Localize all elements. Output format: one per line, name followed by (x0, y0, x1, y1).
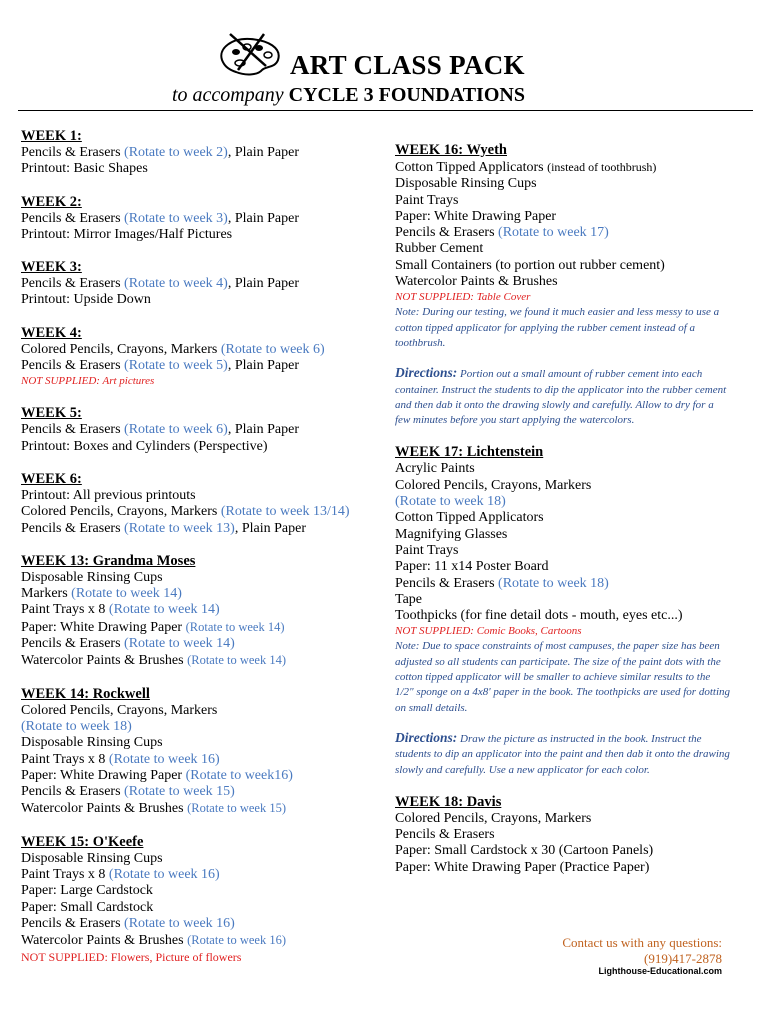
supply-line: Paper: 11 x14 Poster Board (395, 559, 549, 575)
supply-line: Watercolor Paints & Brushes (395, 274, 558, 290)
supply-item: Pencils & Erasers (21, 422, 125, 438)
supply-aside: (instead of toothbrush) (547, 160, 657, 174)
week-heading: WEEK 13: Grandma Moses (21, 552, 196, 569)
supply-line: Disposable Rinsing Cups (21, 735, 163, 751)
website-link[interactable]: Lighthouse-Educational.com (598, 966, 722, 976)
supply-item: Pencils & Erasers (21, 915, 125, 931)
supply-line (21, 586, 376, 602)
supply-line (21, 602, 376, 618)
rotate-note: (Rotate to week 18) (395, 494, 506, 510)
supply-line (21, 932, 376, 949)
rotate-note: (Rotate to week 14) (187, 653, 287, 668)
week-18-section (395, 794, 730, 876)
subtitle-bold: CYCLE 3 FOUNDATIONS (288, 84, 525, 106)
week-heading: WEEK 17: Lichtenstein (395, 444, 544, 461)
supply-line (21, 422, 376, 438)
supply-item: Pencils & Erasers (21, 358, 125, 374)
supply-line: Cotton Tipped Applicators (395, 510, 544, 526)
supply-item: Pencils & Erasers (21, 520, 125, 536)
rotate-note: (Rotate to week 14) (71, 586, 182, 602)
supply-line (21, 800, 376, 817)
page-subtitle (172, 84, 525, 107)
supply-line (21, 652, 376, 669)
supply-line (21, 867, 376, 883)
supply-line (21, 358, 376, 374)
supply-item: Pencils & Erasers (395, 575, 499, 591)
supply-item: Markers (21, 586, 72, 602)
rotate-note: (Rotate to week 5) (124, 358, 228, 374)
supply-item: Paint Trays x 8 (21, 602, 109, 618)
supply-line: Toothpicks (for fine detail dots - mouth, eyes etc...) (395, 608, 683, 624)
directions-label: Directions: (395, 365, 458, 381)
rotate-note: (Rotate to week 2) (124, 145, 228, 160)
supply-line: Paint Trays (395, 542, 459, 558)
rotate-note: (Rotate to week 6) (124, 422, 228, 438)
supply-line (21, 619, 376, 636)
rotate-note: (Rotate to week 15) (124, 784, 235, 800)
not-supplied-note: NOT SUPPLIED: Comic Books, Cartoons (395, 625, 582, 638)
week-4-section (21, 325, 376, 390)
rotate-note: (Rotate to week 14) (124, 636, 235, 652)
week-heading: WEEK 3: (21, 259, 82, 276)
phone-number: (919)417-2878 (644, 950, 722, 966)
supply-line (21, 784, 376, 800)
supply-line: Acrylic Paints (395, 461, 475, 477)
supply-item: , Plain Paper (227, 210, 299, 226)
supply-line (21, 276, 376, 292)
supply-line: Colored Pencils, Crayons, Markers (21, 702, 218, 718)
supply-line: Colored Pencils, Crayons, Markers (395, 810, 592, 826)
supply-line (21, 636, 376, 652)
supply-item: Colored Pencils, Crayons, Markers (21, 504, 221, 520)
supply-item: Pencils & Erasers (395, 225, 499, 241)
supply-line (21, 768, 376, 784)
week-heading: WEEK 1: (21, 128, 82, 144)
supply-line (21, 752, 376, 768)
supply-item: , Plain Paper (234, 520, 306, 536)
supply-line: Paper: White Drawing Paper (Practice Paper) (395, 859, 650, 875)
supply-line (395, 576, 730, 592)
week-6-section (21, 471, 376, 537)
rotate-note: (Rotate to week 16) (108, 751, 220, 767)
week-heading: WEEK 2: (21, 193, 82, 210)
supply-line: Small Containers (to portion out rubber cement) (395, 257, 665, 273)
rotate-note: (Rotate to week 14) (108, 602, 220, 618)
directions-text: Portion out a small amount of rubber cement into each container. Instruct the students to dip the applicator into the rubber cement and then dab it onto the drawing slowly and carefully. Allow to dry for a few minutes before you start applying the watercolors. (395, 368, 727, 427)
supply-line (21, 145, 376, 161)
week-5-section (21, 405, 376, 455)
paper-size-note: Note: Due to space constraints of most campuses, the paper size has been adjusted so all students can participate. The size of the paint dots with the cotton tipped applicator will be smaller to achieve similar results to the 1/2" sponge on a 4x8' paper in the book. The toothpicks are used for dotting on small details. (395, 640, 731, 714)
supply-line: Printout: Upside Down (21, 292, 151, 308)
week-17-section (395, 444, 730, 777)
supply-item: , Plain Paper (227, 145, 299, 160)
not-supplied-note: NOT SUPPLIED: Flowers, Picture of flowers (21, 949, 242, 964)
week-heading: WEEK 18: Davis (395, 793, 502, 810)
supply-item: Cotton Tipped Applicators (395, 160, 548, 175)
not-supplied-note: NOT SUPPLIED: Table Cover (395, 291, 531, 304)
rotate-note: (Rotate to week 18) (21, 718, 132, 734)
subtitle-italic: to accompany (172, 84, 284, 106)
week-15-section (21, 834, 376, 965)
supply-line: Paper: Large Cardstock (21, 883, 153, 899)
page-title: ART CLASS PACK (290, 50, 525, 80)
supply-item: Watercolor Paints & Brushes (21, 653, 188, 669)
rotate-note: (Rotate to week 13/14) (220, 504, 350, 520)
supply-line: Paper: Small Cardstock (21, 899, 154, 915)
supply-item: Watercolor Paints & Brushes (21, 933, 188, 949)
supply-item: , Plain Paper (227, 276, 299, 292)
rotate-note: (Rotate to week 6) (220, 341, 325, 357)
supply-item: Paint Trays x 8 (21, 867, 109, 883)
supply-line: Paper: Small Cardstock x 30 (Cartoon Panels) (395, 843, 654, 859)
supply-item: Paper: White Drawing Paper (21, 619, 186, 635)
week-14-section (21, 686, 376, 818)
week-heading: WEEK 14: Rockwell (21, 685, 150, 702)
week-2-section (21, 194, 376, 244)
contact-block (562, 935, 722, 966)
week-16-section (395, 142, 730, 428)
header (0, 0, 768, 112)
rotate-note: (Rotate to week 17) (498, 225, 609, 241)
week-heading: WEEK 4: (21, 324, 82, 341)
rotate-note: (Rotate to week 15) (187, 801, 287, 816)
contact-text: Contact us with any questions: (562, 935, 722, 950)
rotate-note: (Rotate to week 13) (124, 520, 235, 536)
supply-item: Watercolor Paints & Brushes (21, 801, 188, 817)
header-divider (18, 110, 753, 111)
supply-line: Colored Pencils, Crayons, Markers (395, 477, 592, 493)
supply-line (21, 916, 376, 932)
left-column (21, 128, 376, 981)
supply-line: Disposable Rinsing Cups (395, 176, 537, 192)
supply-item: Pencils & Erasers (21, 145, 125, 160)
rotate-note: (Rotate to week 16) (187, 933, 287, 948)
rotate-note: (Rotate to week 14) (185, 619, 285, 634)
supply-line: Printout: Basic Shapes (21, 161, 148, 177)
testing-note: Note: During our testing, we found it much easier and less messy to use a cotton tipped applicator for applying the rubber cement instead of a toothbrush. (395, 306, 720, 349)
week-1-section (21, 128, 376, 178)
directions-block (395, 730, 730, 778)
supply-line (21, 211, 376, 227)
week-13-section (21, 553, 376, 670)
supply-line: Printout: All previous printouts (21, 487, 196, 503)
supply-line: Paint Trays (395, 192, 459, 208)
supply-line: Tape (395, 591, 423, 607)
directions-label: Directions: (395, 729, 458, 745)
supply-line (395, 225, 730, 241)
week-heading: WEEK 6: (21, 470, 82, 487)
supply-line: Disposable Rinsing Cups (21, 569, 163, 585)
week-heading: WEEK 16: Wyeth (395, 142, 507, 158)
directions-text: Draw the picture as instructed in the book. Instruct the students to dip an applicator into the paint and then dab it onto the drawing slowly and carefully. Use a new applicator for each color. (395, 732, 730, 776)
right-column (395, 142, 730, 892)
supply-line: Pencils & Erasers (395, 827, 495, 843)
supply-item: Paper: White Drawing Paper (21, 767, 186, 783)
supply-item: Paint Trays x 8 (21, 751, 109, 767)
supply-line (21, 342, 376, 358)
rotate-note: (Rotate to week 18) (498, 575, 609, 591)
supply-line (21, 504, 376, 520)
supply-item: Pencils & Erasers (21, 210, 125, 226)
week-heading: WEEK 5: (21, 405, 82, 422)
supply-item: , Plain Paper (227, 358, 299, 374)
rotate-note: (Rotate to week 16) (124, 915, 235, 931)
week-heading: WEEK 15: O'Keefe (21, 833, 144, 850)
supply-line: Magnifying Glasses (395, 526, 508, 542)
supply-item: Pencils & Erasers (21, 636, 125, 652)
rotate-note: (Rotate to week16) (185, 767, 293, 783)
rotate-note: (Rotate to week 3) (124, 210, 228, 226)
supply-line (395, 159, 730, 176)
not-supplied-note: NOT SUPPLIED: Art pictures (21, 375, 155, 388)
supply-item: , Plain Paper (227, 422, 299, 438)
supply-line (21, 521, 376, 537)
week-3-section (21, 259, 376, 309)
supply-line: Paper: White Drawing Paper (395, 208, 557, 224)
supply-item: Pencils & Erasers (21, 276, 125, 292)
supply-item: Colored Pencils, Crayons, Markers (21, 341, 221, 357)
supply-line: Rubber Cement (395, 241, 484, 257)
supply-line: Disposable Rinsing Cups (21, 850, 163, 866)
rotate-note: (Rotate to week 16) (108, 867, 220, 883)
rotate-note: (Rotate to week 4) (124, 276, 228, 292)
supply-line: Printout: Mirror Images/Half Pictures (21, 226, 233, 242)
supply-line: Printout: Boxes and Cylinders (Perspective) (21, 438, 268, 454)
directions-block (395, 365, 730, 428)
supply-item: Pencils & Erasers (21, 784, 125, 800)
paint-palette-icon (216, 30, 286, 78)
